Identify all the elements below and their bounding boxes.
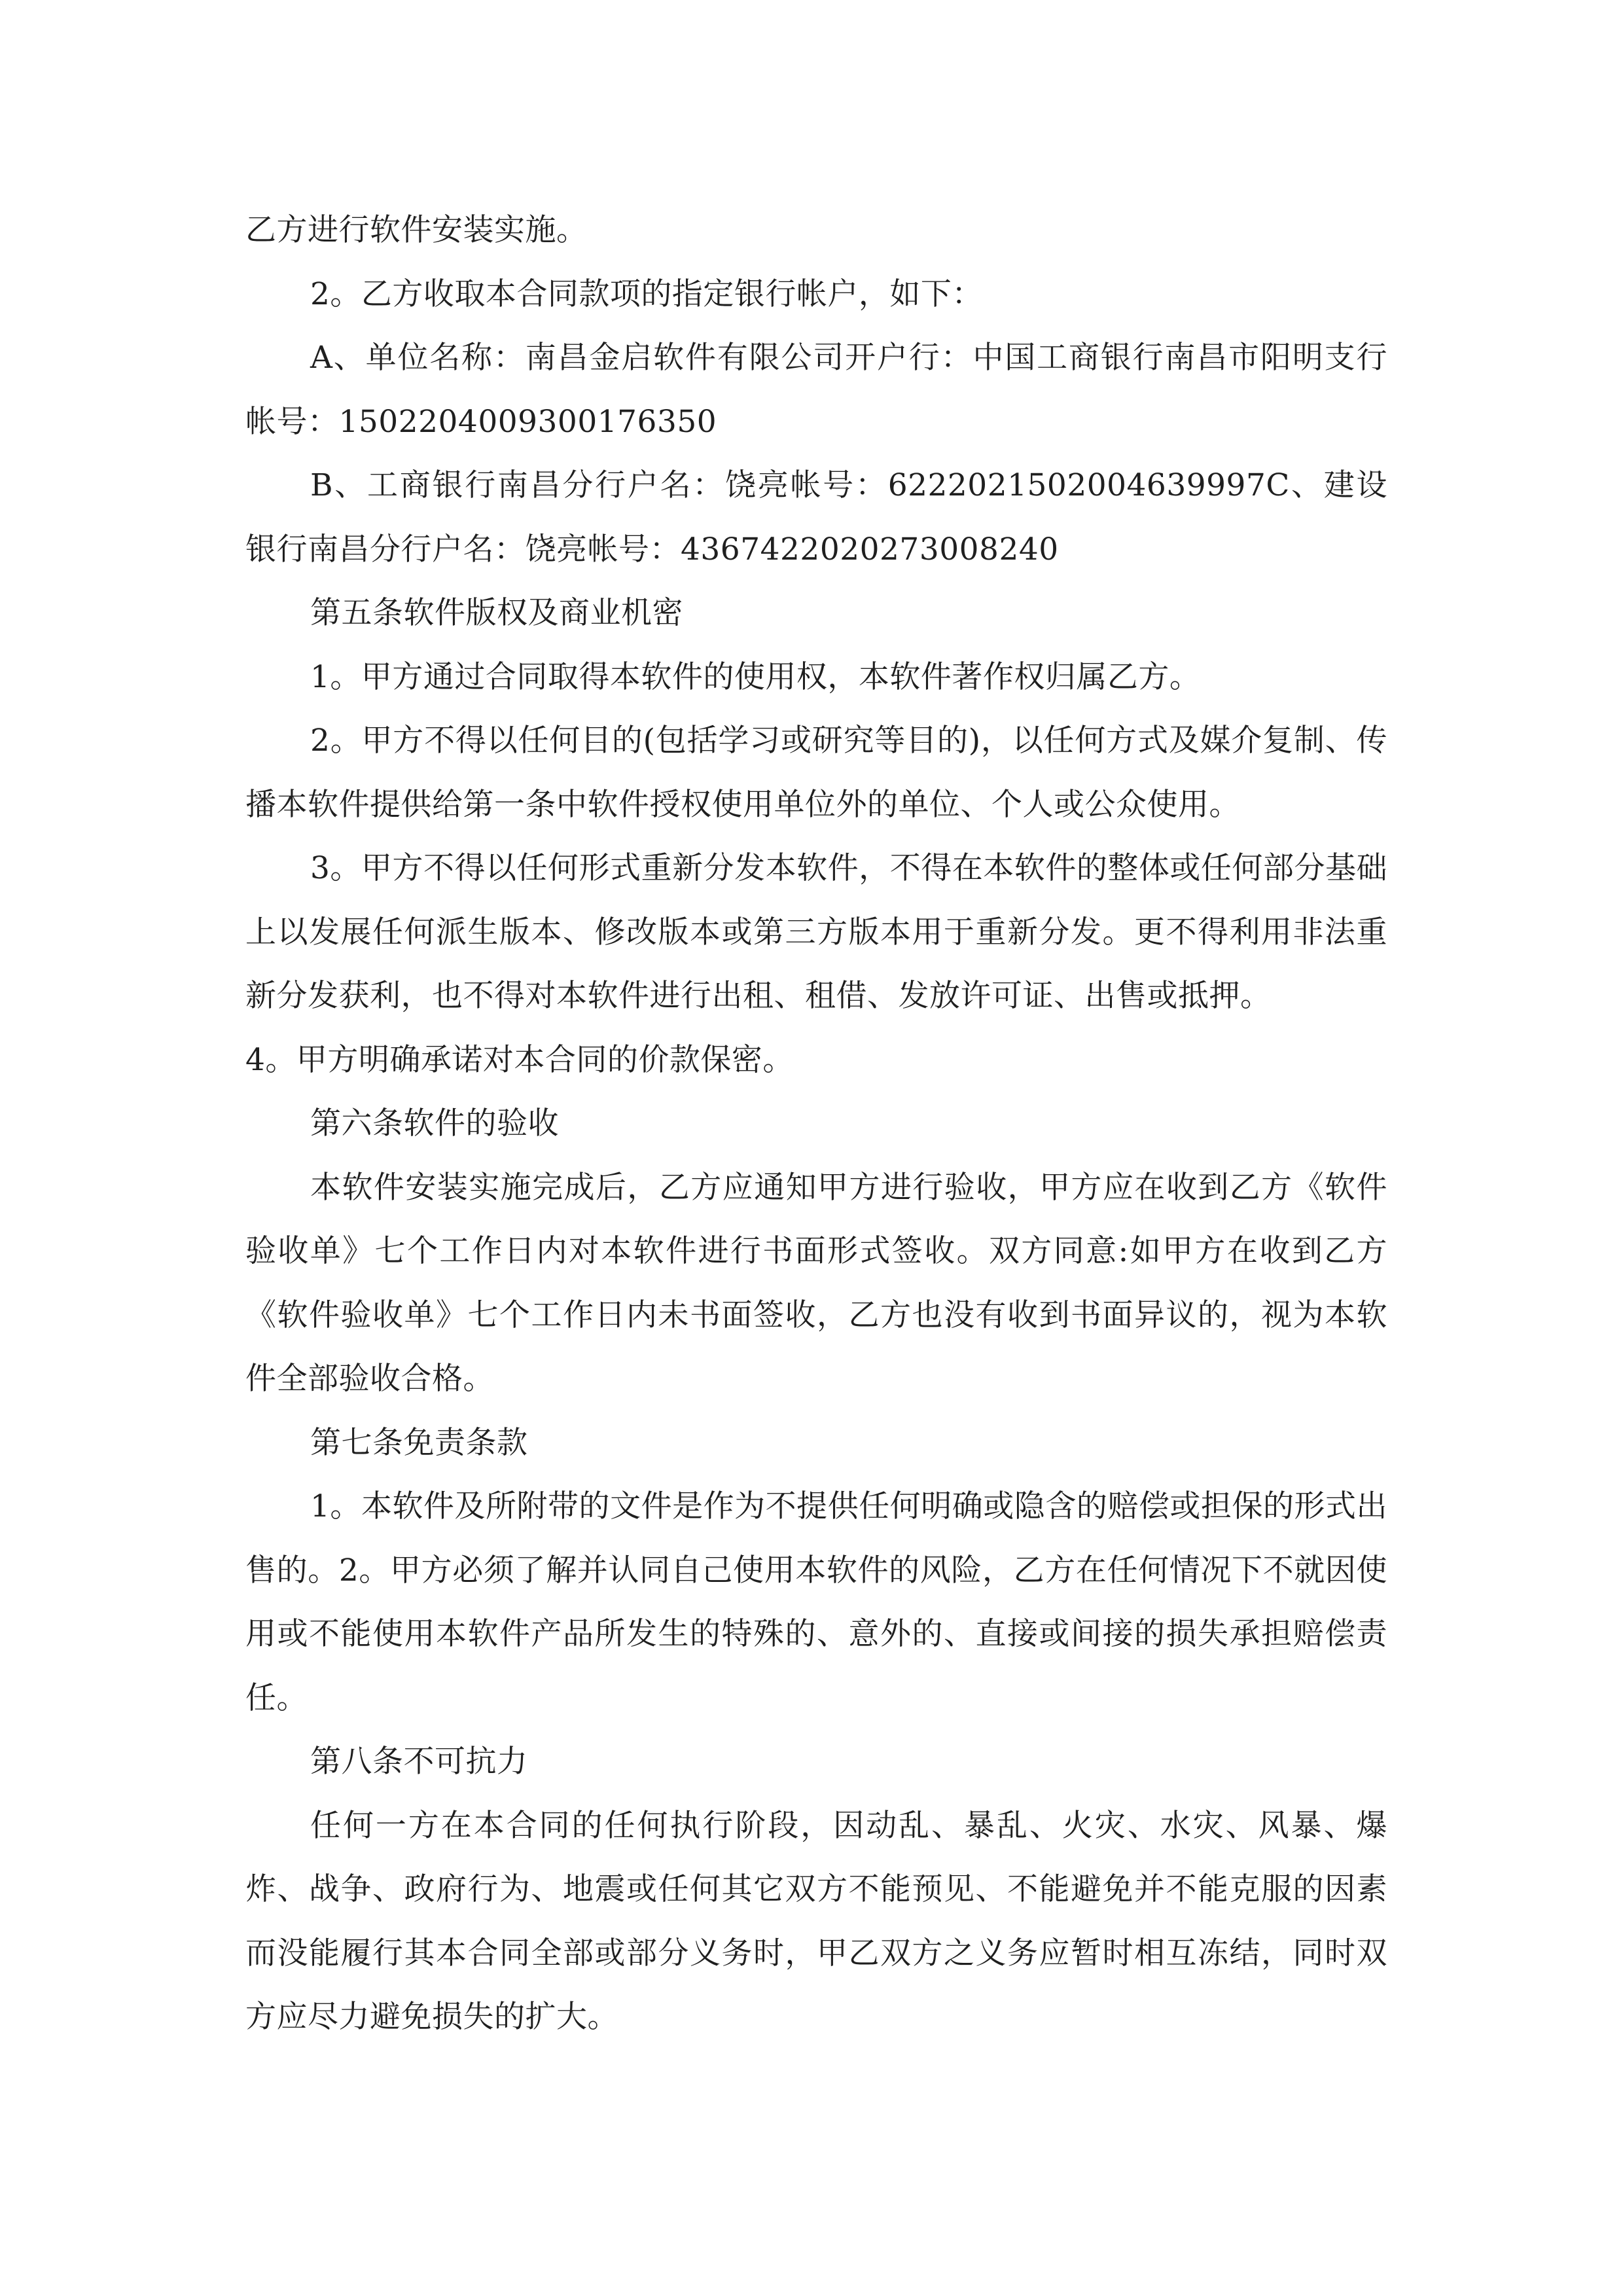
paragraph-bank-account-b: B、工商银行南昌分行户名：饶亮帐号：6222021502004639997C、建设银行南昌分行户名：饶亮帐号：4367422020273008240 xyxy=(245,467,1387,567)
paragraph-copyright-4: 4。甲方明确承诺对本合同的价款保密。 xyxy=(245,1041,794,1078)
paragraph-acceptance: 本软件安装实施完成后，乙方应通知甲方进行验收，甲方应在收到乙方《软件验收单》七个工作日内对本软件进行书面形式签收。双方同意:如甲方在收到乙方《软件验收单》七个工作日内未书面签收，乙方也没有收到书面异议的，视为本软件全部验收合格。 xyxy=(245,1169,1387,1397)
section-heading-acceptance: 第六条软件的验收 xyxy=(310,1105,559,1141)
paragraph-disclaimer: 1。本软件及所附带的文件是作为不提供任何明确或隐含的赔偿或担保的形式出售的。2。甲方必须了解并认同自己使用本软件的风险，乙方在任何情况下不就因使用或不能使用本软件产品所发生的特殊的、意外的、直接或间接的损失承担赔偿责任。 xyxy=(245,1488,1387,1716)
document-body xyxy=(245,198,1387,2049)
section-heading-copyright: 第五条软件版权及商业机密 xyxy=(310,595,683,631)
paragraph-copyright-3: 3。甲方不得以任何形式重新分发本软件，不得在本软件的整体或任何部分基础上以发展任何派生版本、修改版本或第三方版本用于重新分发。更不得利用非法重新分发获利，也不得对本软件进行出租、租借、发放许可证、出售或抵押。 xyxy=(245,850,1387,1014)
paragraph-bank-accounts-intro: 2。乙方收取本合同款项的指定银行帐户，如下： xyxy=(310,276,983,312)
section-heading-disclaimer: 第七条免责条款 xyxy=(310,1424,528,1461)
paragraph-bank-account-a: A、单位名称：南昌金启软件有限公司开户行：中国工商银行南昌市阳明支行帐号：1502204009300176350 xyxy=(245,340,1387,440)
section-heading-force-majeure: 第八条不可抗力 xyxy=(310,1744,528,1780)
paragraph-copyright-1: 1。甲方通过合同取得本软件的使用权，本软件著作权归属乙方。 xyxy=(310,658,1201,695)
paragraph-copyright-2: 2。甲方不得以任何目的(包括学习或研究等目的)，以任何方式及媒介复制、传播本软件提供给第一条中软件授权使用单位外的单位、个人或公众使用。 xyxy=(245,723,1387,823)
paragraph-installation: 乙方进行软件安装实施。 xyxy=(245,212,588,248)
paragraph-force-majeure: 任何一方在本合同的任何执行阶段，因动乱、暴乱、火灾、水灾、风暴、爆炸、战争、政府行为、地震或任何其它双方不能预见、不能避免并不能克服的因素而没能履行其本合同全部或部分义务时，甲乙双方之义务应暂时相互冻结，同时双方应尽力避免损失的扩大。 xyxy=(245,1807,1387,2035)
